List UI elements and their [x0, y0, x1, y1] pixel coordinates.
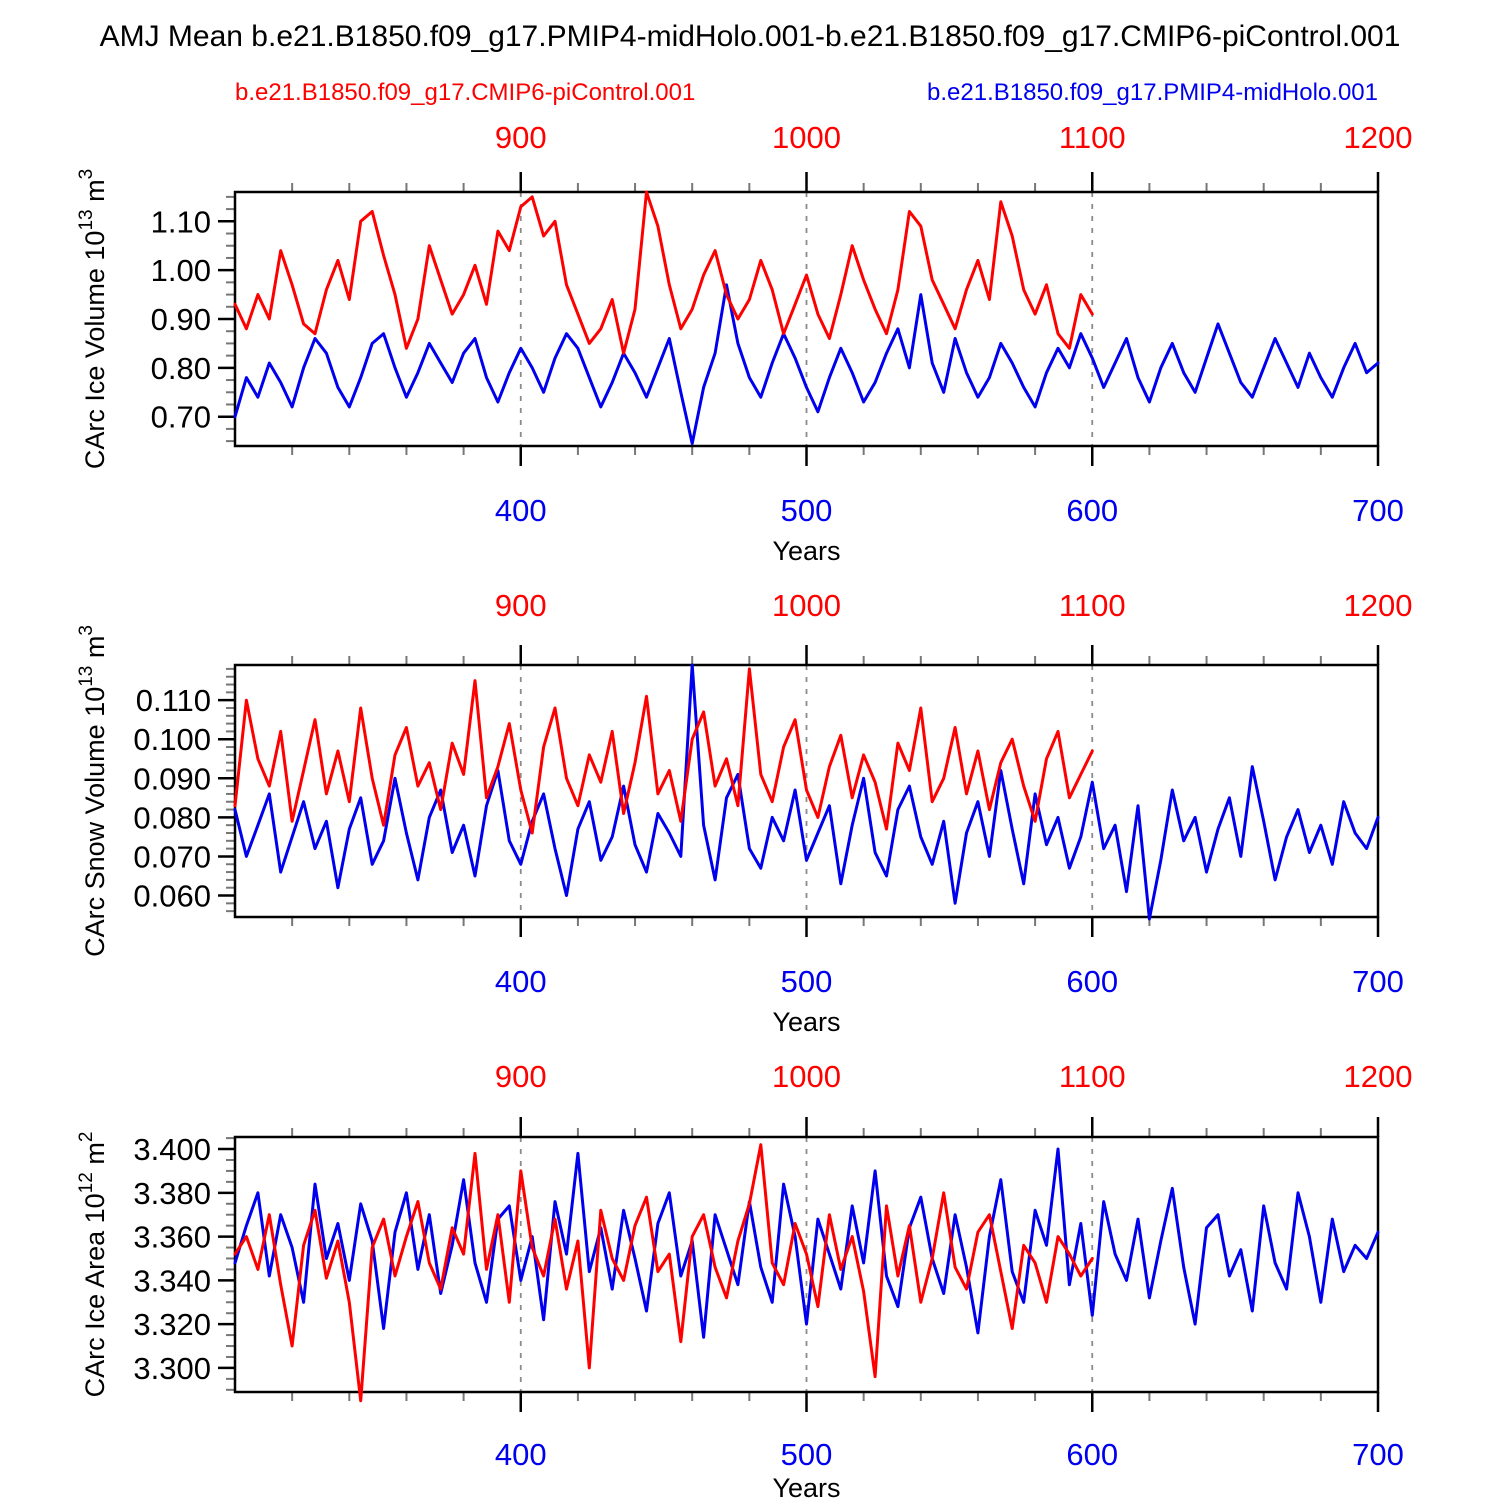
y-axis-tick-label: 0.080 [133, 800, 211, 836]
y-axis-tick-label: 1.00 [150, 253, 211, 289]
x-axis-title: Years [772, 1007, 841, 1037]
bottom-axis-tick-label: 500 [780, 493, 833, 528]
top-axis-tick-label: 1100 [1058, 588, 1126, 623]
bottom-axis-tick-label: 600 [1066, 493, 1119, 528]
panel-snow-volume [76, 588, 1412, 1037]
bottom-axis-tick-label: 700 [1352, 1437, 1404, 1472]
panel-ice-area [76, 1059, 1412, 1500]
bottom-axis-tick-label: 600 [1066, 1437, 1119, 1472]
panel-ice-volume [76, 120, 1412, 566]
bottom-axis-tick-label: 500 [780, 964, 833, 999]
y-axis-tick-label: 1.10 [150, 204, 211, 240]
top-axis-tick-label: 900 [494, 1059, 547, 1094]
y-axis-tick-label: 3.300 [133, 1350, 211, 1386]
top-axis-tick-label: 1000 [772, 120, 841, 155]
bottom-axis-tick-label: 600 [1066, 964, 1119, 999]
bottom-axis-tick-label: 700 [1352, 493, 1404, 528]
y-axis-tick-label: 0.70 [150, 399, 211, 435]
y-axis-tick-label: 0.070 [133, 839, 211, 875]
legend-picontrol-label: b.e21.B1850.f09_g17.CMIP6-piControl.001 [235, 79, 696, 106]
y-axis-tick-label: 3.360 [133, 1219, 211, 1255]
top-axis-tick-label: 1100 [1058, 1059, 1126, 1094]
top-axis-tick-label: 900 [494, 120, 547, 155]
bottom-axis-tick-label: 400 [494, 964, 547, 999]
y-axis-tick-label: 0.100 [133, 722, 211, 758]
top-axis-tick-label: 1200 [1343, 588, 1413, 623]
top-axis-tick-label: 1200 [1343, 120, 1413, 155]
y-axis-title: CArc Ice Volume $10^{13}$ $m^3$ [76, 168, 110, 470]
top-axis-tick-label: 1200 [1343, 1059, 1413, 1094]
chart-title: AMJ Mean b.e21.B1850.f09_g17.PMIP4-midHolo.001-b.e21.B1850.f09_g17.CMIP6-piControl.001 [99, 20, 1401, 53]
series-line-picontrol [235, 192, 1092, 353]
x-axis-title: Years [772, 1473, 841, 1500]
top-axis-tick-label: 1000 [772, 588, 841, 623]
y-axis-tick-label: 3.340 [133, 1263, 211, 1299]
y-axis-tick-label: 3.380 [133, 1175, 211, 1211]
y-axis-title: CArc Snow Volume $10^{13}$ $m^3$ [76, 625, 110, 957]
y-axis-tick-label: 3.320 [133, 1307, 211, 1343]
bottom-axis-tick-label: 500 [780, 1437, 833, 1472]
y-axis-tick-label: 0.090 [133, 761, 211, 797]
bottom-axis-tick-label: 700 [1352, 964, 1404, 999]
y-axis-tick-label: 0.060 [133, 878, 211, 914]
legend-midholo-label: b.e21.B1850.f09_g17.PMIP4-midHolo.001 [927, 79, 1378, 106]
bottom-axis-tick-label: 400 [494, 1437, 547, 1472]
y-axis-tick-label: 0.80 [150, 350, 211, 386]
top-axis-tick-label: 1000 [772, 1059, 841, 1094]
y-axis-title: CArc Ice Area $10^{12}$ $m^2$ [76, 1131, 110, 1398]
series-line-picontrol [235, 1145, 1092, 1401]
y-axis-tick-label: 3.400 [133, 1132, 211, 1168]
top-axis-tick-label: 1100 [1058, 120, 1126, 155]
top-axis-tick-label: 900 [494, 588, 547, 623]
bottom-axis-tick-label: 400 [494, 493, 547, 528]
y-axis-tick-label: 0.110 [135, 683, 211, 719]
x-axis-title: Years [772, 536, 841, 566]
y-axis-tick-label: 0.90 [150, 302, 211, 337]
